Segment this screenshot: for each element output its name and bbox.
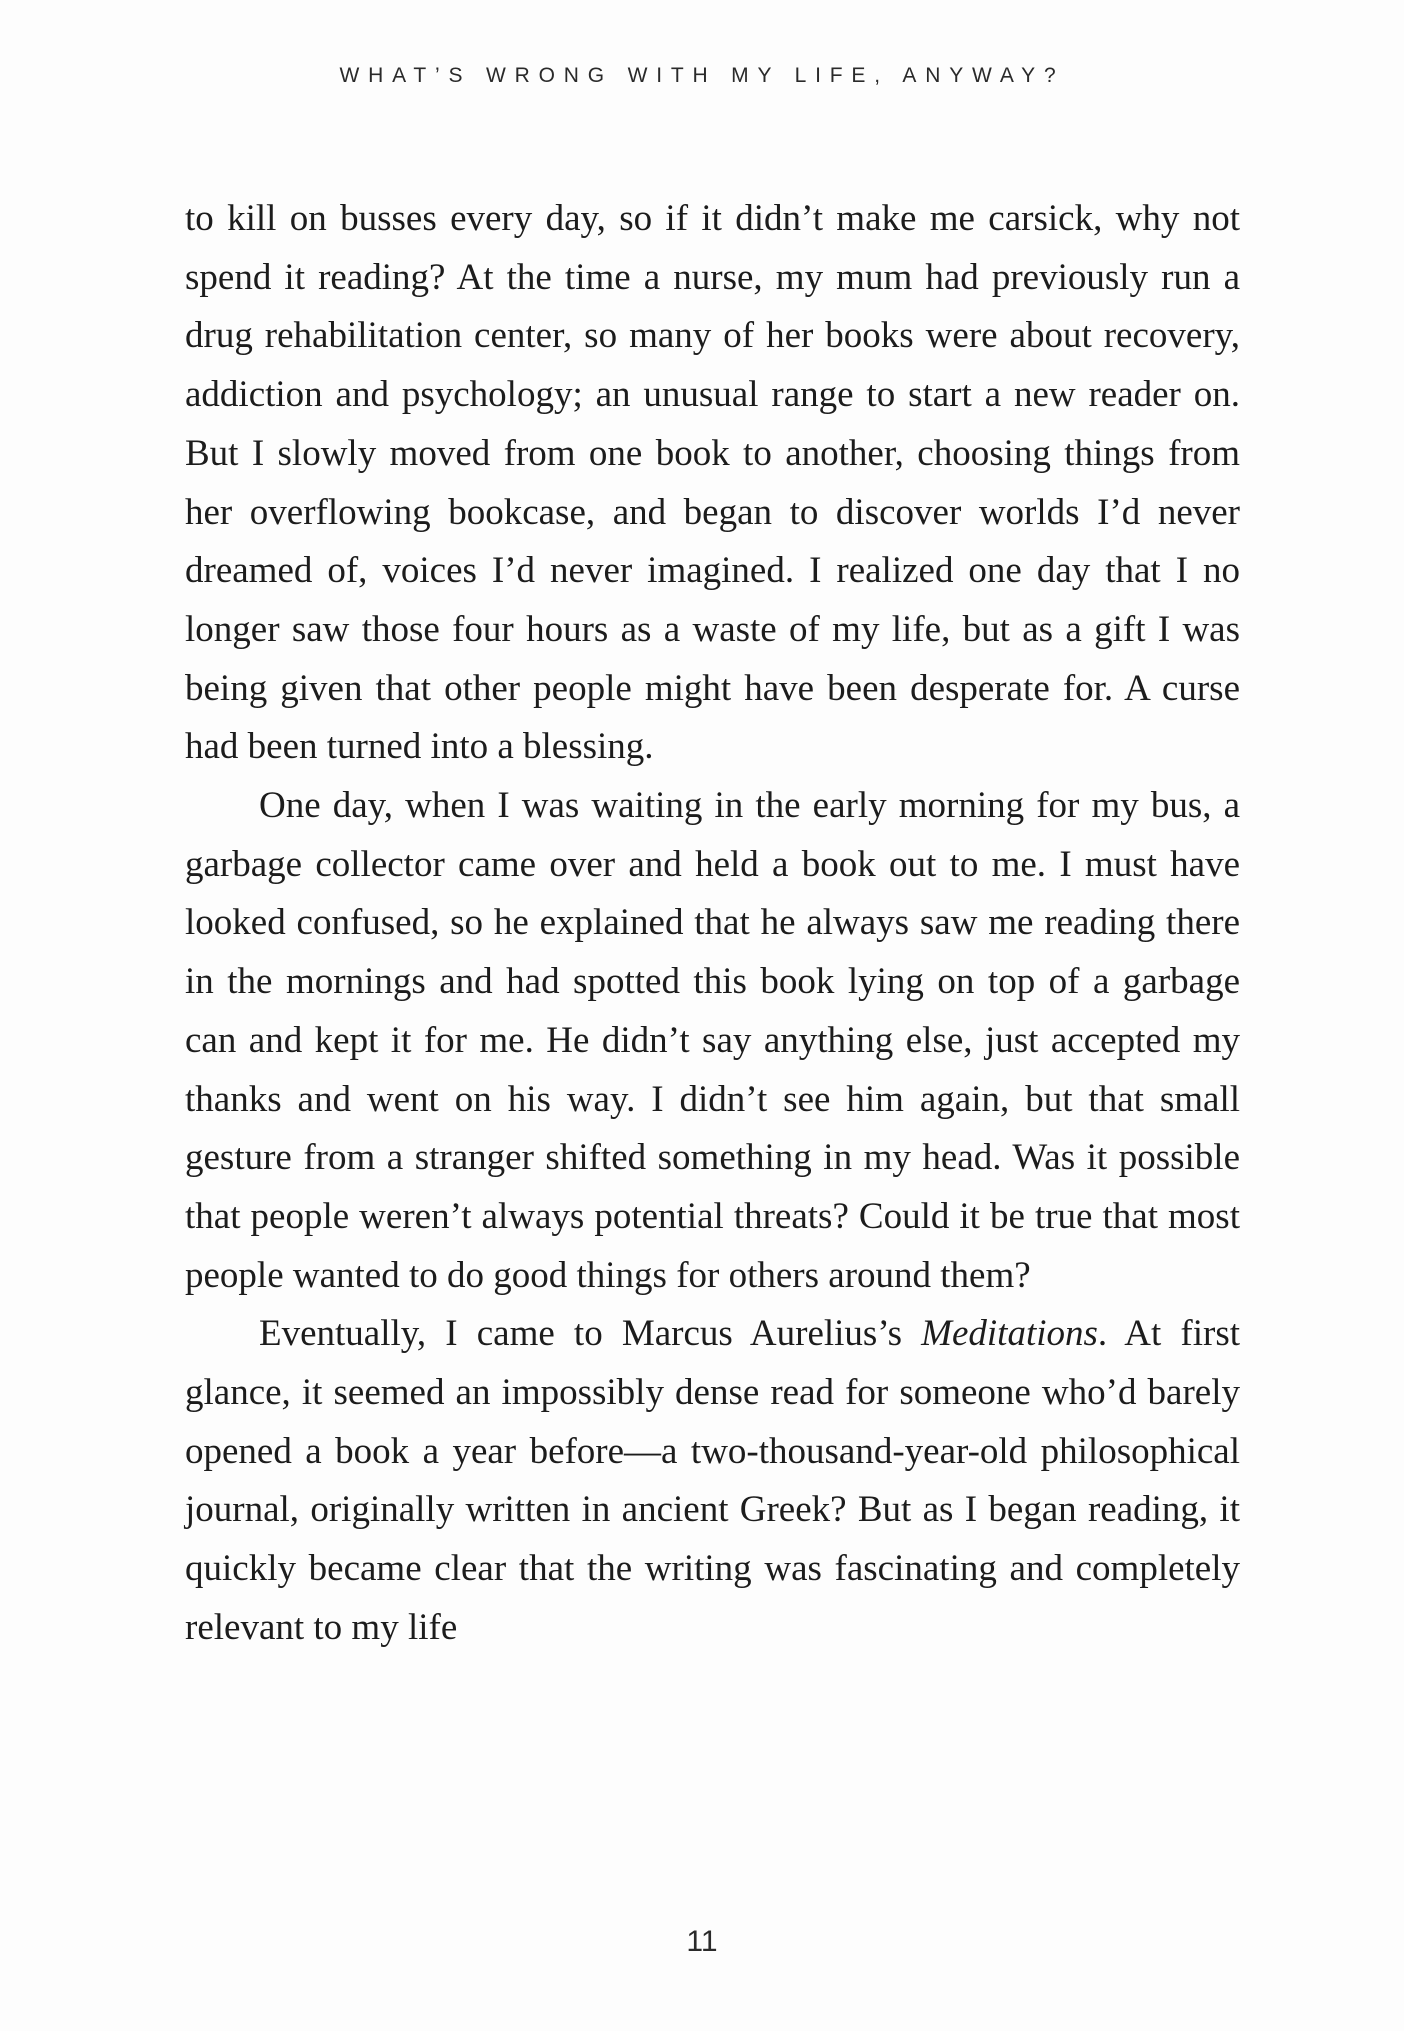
page-number: 11	[686, 1925, 718, 1958]
paragraph-meditations-text-before: Eventually, I came to Marcus Aurelius’s	[259, 1313, 922, 1355]
paragraph-garbage-collector: One day, when I was waiting in the early morning for my bus, a garbage collector came over and held a book out to me. I must have looked confused, so he explained that he always saw me reading there in the mornings and had spotted this book lying on top of a garbage can and kept it for me. He didn’t say anything else, just accepted my thanks and went on his way. I didn’t see him again, but that small gesture from a stranger shifted something in my head. Was it possible that people weren’t always potential threats? Could it be true that most people wanted to do good things for others around them?	[185, 785, 1240, 1296]
running-head: WHAT’S WRONG WITH MY LIFE, ANYWAY?	[339, 64, 1065, 87]
book-title-meditations: Meditations	[921, 1313, 1098, 1355]
paragraph-continued: to kill on busses every day, so if it didn’t make me carsick, why not spend it reading? At the time a nurse, my mum had previously run a drug rehabilitation center, so many of her books were about recovery, addiction and psychology; an unusual range to start a new reader on. But I slowly moved from one book to another, choosing things from her overflowing bookcase, and began to discover worlds I’d never dreamed of, voices I’d never imagined. I realized one day that I no longer saw those four hours as a waste of my life, but as a gift I was being given that other people might have been desperate for. A curse had been turned into a blessing.	[185, 198, 1240, 768]
body-text	[185, 190, 1240, 1658]
paragraph-meditations-text-after: . At first glance, it seemed an impossibly dense read for someone who’d barely opened a book a year before—a two-thousand-year-old philosophical journal, originally written in ancient Greek? But as I began reading, it quickly became clear that the writing was fascinating and completely relevant to my life	[185, 1313, 1240, 1648]
paragraph-meditations	[185, 1305, 1240, 1657]
